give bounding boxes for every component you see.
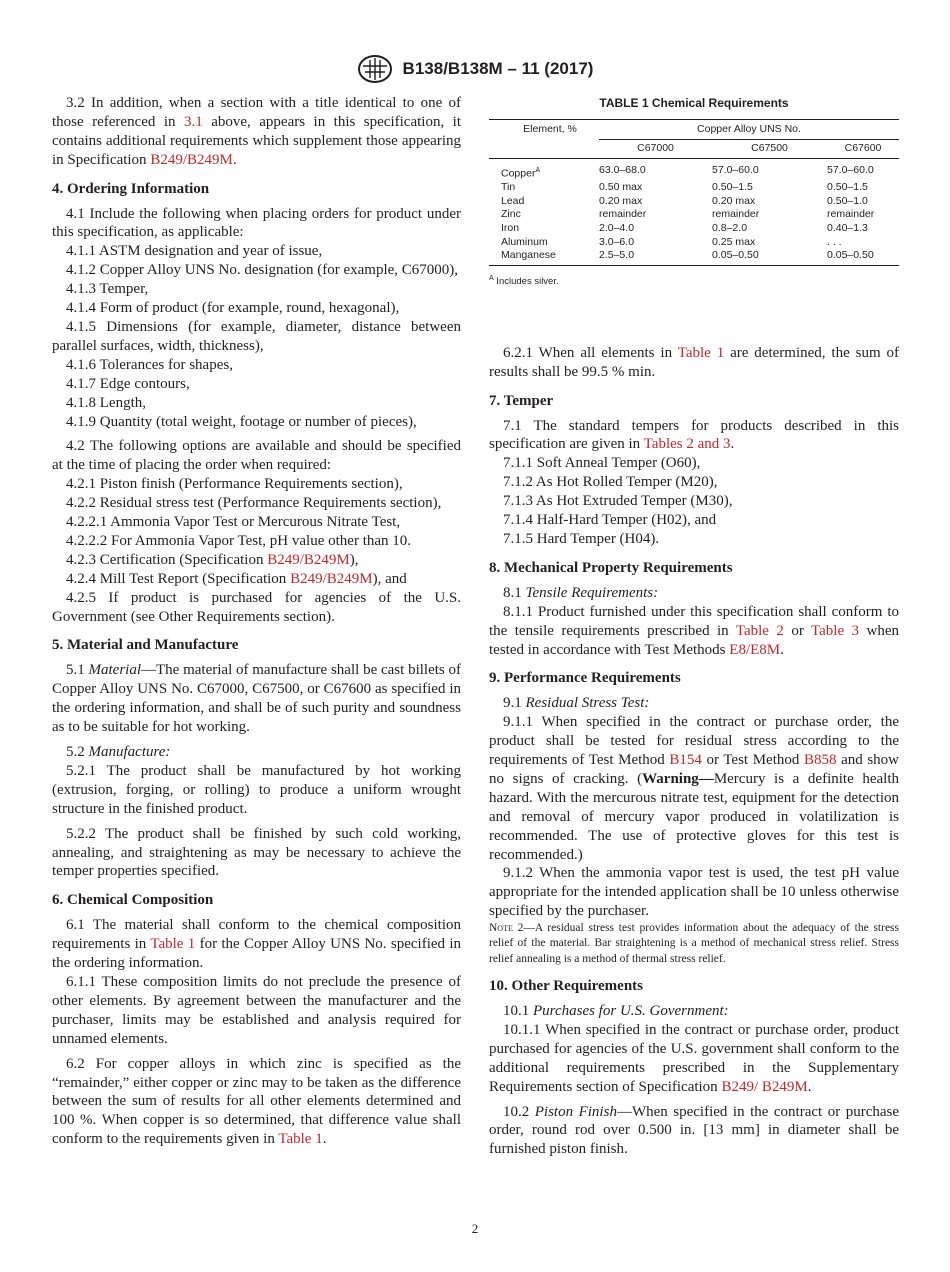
table-cell: remainder bbox=[712, 208, 760, 221]
table-cell: 2.0–4.0 bbox=[599, 221, 635, 234]
element-name: Zinc bbox=[501, 208, 521, 221]
chemical-requirements-table bbox=[489, 119, 899, 266]
ref-link-b858[interactable]: B858 bbox=[803, 752, 837, 769]
footnote-marker: A bbox=[535, 167, 541, 175]
section-4-1-9: 4.1.9 Quantity (total weight, footage or number of pieces), bbox=[66, 413, 417, 430]
document-designation: B138/B138M – 11 (2017) bbox=[402, 59, 594, 78]
table-cell: 0.40–1.3 bbox=[827, 221, 868, 234]
column-header-alloy: C67600 bbox=[827, 139, 899, 159]
section-7-1-3: 7.1.3 As Hot Extruded Temper (M30), bbox=[503, 493, 733, 510]
section-7-1-5: 7.1.5 Hard Temper (H04). bbox=[503, 530, 660, 547]
section-4-1-7: 4.1.7 Edge contours, bbox=[66, 375, 190, 392]
ref-link-b249[interactable]: B249/B249M bbox=[290, 570, 373, 587]
table-cell: remainder bbox=[599, 208, 647, 221]
table-cell: 0.25 max bbox=[712, 235, 756, 248]
element-name: Copper bbox=[501, 167, 536, 180]
section-5-2-1: 5.2.1 The product shall be manufactured by hot working (extrusion, forging, or rolling) to produce a uniform wrought structure in the finished product. bbox=[52, 762, 461, 817]
column-header-alloy: C67000 bbox=[599, 139, 712, 159]
heading-chemical-composition: 6. Chemical Composition bbox=[52, 892, 214, 909]
heading-temper: 7. Temper bbox=[489, 392, 554, 409]
table-row bbox=[489, 236, 899, 250]
ref-link-b249[interactable]: B249/B249M bbox=[150, 151, 233, 168]
column-header-element: Element, % bbox=[489, 119, 599, 139]
ref-link-table-1[interactable]: Table 1 bbox=[150, 936, 196, 953]
heading-performance-requirements: 9. Performance Requirements bbox=[489, 670, 681, 687]
table-cell: 0.8–2.0 bbox=[712, 221, 748, 234]
section-4-1-2: 4.1.2 Copper Alloy UNS No. designation (for example, C67000), bbox=[66, 262, 459, 279]
section-8-1: 8.1 Tensile Requirements: bbox=[503, 584, 659, 601]
table-cell: 0.50 max bbox=[599, 181, 643, 194]
table-cell: 0.20 max bbox=[599, 194, 643, 207]
section-4-2-1: 4.2.1 Piston finish (Performance Requirements section), bbox=[66, 476, 403, 493]
table-title: TABLE 1 Chemical Requirements bbox=[599, 96, 789, 110]
note-2: Note 2—A residual stress test provides information about the adequacy of the stress relief of the material. Bar straightening is a method of mechanical stress relief. Stress relief annealing is a method of thermal stress relief. bbox=[489, 922, 899, 965]
element-name: Tin bbox=[501, 181, 516, 194]
table-cell: 57.0–60.0 bbox=[712, 159, 827, 182]
astm-logo-icon bbox=[357, 54, 393, 84]
table-cell: 63.0–68.0 bbox=[599, 159, 712, 182]
ref-link-3-1[interactable]: 3.1 bbox=[184, 113, 203, 130]
section-7-1: 7.1 The standard tempers for products described in this specification are given in Tables 2 and 3. bbox=[489, 417, 899, 453]
page-number: 2 bbox=[471, 1221, 479, 1236]
table-cell: 0.50–1.0 bbox=[827, 194, 868, 207]
section-6-1: 6.1 The material shall conform to the chemical composition requirements in Table 1 for the Copper Alloy UNS No. specified in the ordering information. bbox=[52, 917, 461, 972]
section-4-2: 4.2 The following options are available and should be specified at the time of placing the order when required: bbox=[52, 438, 461, 474]
ref-link-b249[interactable]: B249/ B249M bbox=[721, 1078, 808, 1095]
section-4-1-8: 4.1.8 Length, bbox=[66, 394, 146, 411]
footnote-marker: A bbox=[489, 274, 494, 282]
section-10-1: 10.1 Purchases for U.S. Government: bbox=[503, 1002, 729, 1019]
section-4-1-1: 4.1.1 ASTM designation and year of issue, bbox=[66, 243, 323, 260]
heading-material-and-manufacture: 5. Material and Manufacture bbox=[52, 637, 239, 654]
section-5-2: 5.2 Manufacture: bbox=[66, 744, 171, 760]
ref-link-tables-2-3[interactable]: Tables 2 and 3 bbox=[643, 436, 731, 453]
element-name: Manganese bbox=[489, 249, 599, 265]
section-4-2-5: 4.2.5 If product is purchased for agencies of the U.S. Government (see Other Requirements section). bbox=[52, 589, 461, 625]
table-cell: 3.0–6.0 bbox=[599, 235, 635, 248]
table-cell: 0.50–1.5 bbox=[827, 181, 868, 194]
table-cell: 0.50–1.5 bbox=[712, 181, 753, 194]
table-row bbox=[489, 249, 899, 265]
section-10-1-1: 10.1.1 When specified in the contract or purchase order, product purchased for agencies of the U.S. government shall conform to the additional requirements prescribed in the Supplementary Requirements section of Specification B249/ B249M. bbox=[489, 1021, 899, 1095]
heading-mechanical-property-requirements: 8. Mechanical Property Requirements bbox=[489, 559, 733, 576]
column-header-alloy: C67500 bbox=[712, 139, 827, 159]
right-column bbox=[489, 94, 899, 1159]
ref-link-table-1[interactable]: Table 1 bbox=[278, 1131, 323, 1148]
section-9-1: 9.1 Residual Stress Test: bbox=[503, 695, 650, 712]
section-10-2: 10.2 Piston Finish—When specified in the contract or purchase order, round rod over 0.500 in. [13 mm] in diameter shall be furnished piston finish. bbox=[489, 1103, 900, 1158]
column-header-alloy-group: Copper Alloy UNS No. bbox=[599, 119, 899, 139]
section-7-1-1: 7.1.1 Soft Anneal Temper (O60), bbox=[503, 455, 701, 472]
table-cell: 2.5–5.0 bbox=[599, 249, 712, 265]
table-row bbox=[489, 181, 899, 195]
section-7-1-2: 7.1.2 As Hot Rolled Temper (M20), bbox=[503, 474, 718, 491]
section-9-1-1: 9.1.1 When specified in the contract or purchase order, the product shall be tested for residual stress according to the requirements of Test Method B154 or Test Method B858 and show no signs of cracking. (Warning—Mercury is a definite health hazard. With the mercurous nitrate test, equipment for the detection and removal of mercury vapor produced in volatilization is recommended. The use of protective gloves for this test is recommended.) bbox=[489, 714, 900, 863]
table-row bbox=[489, 208, 899, 222]
table-footnote: $^A$ Includes silver. bbox=[489, 274, 559, 287]
ref-link-table-3[interactable]: Table 3 bbox=[811, 622, 860, 639]
table-cell: 0.20 max bbox=[712, 194, 756, 207]
heading-ordering-information: 4. Ordering Information bbox=[52, 180, 210, 197]
section-4-1-4: 4.1.4 Form of product (for example, round, hexagonal), bbox=[66, 300, 400, 317]
table-cell: . . . bbox=[827, 235, 842, 248]
element-name: Aluminum bbox=[501, 235, 548, 248]
section-8-1-1: 8.1.1 Product furnished under this specification shall conform to the tensile requirements prescribed in Table 2 or Table 3 when tested in accordance with Test Methods E8/E8M. bbox=[489, 603, 899, 658]
section-4-2-2-2: 4.2.2.2 For Ammonia Vapor Test, pH value other than 10. bbox=[66, 532, 412, 549]
table-cell: remainder bbox=[827, 208, 875, 221]
section-3-2: 3.2 In addition, when a section with a title identical to one of those referenced in 3.1 above, appears in this specification, it contains additional requirements which supplement those appearing in Specification B249/B249M. bbox=[52, 95, 461, 168]
table-row bbox=[489, 222, 899, 236]
section-6-2: 6.2 For copper alloys in which zinc is specified as the “remainder,” either copper or zinc may to be taken as the difference between the sum of results for all other elements determined and 100 %. When copper is so determined, that difference value shall conform to the requirements given in Table 1. bbox=[52, 1055, 461, 1148]
section-9-1-2: 9.1.2 When the ammonia vapor test is used, the test pH value appropriate for the intended application shall be 10 unless otherwise specified by the purchaser. bbox=[489, 865, 899, 920]
table-row bbox=[489, 195, 899, 209]
warning-label: Warning— bbox=[642, 770, 714, 787]
section-4-1-3: 4.1.3 Temper, bbox=[66, 281, 149, 298]
section-5-2-2: 5.2.2 The product shall be finished by such cold working, annealing, and straightening as may be necessary to achieve the temper properties specified. bbox=[52, 825, 461, 880]
section-4-1-5: 4.1.5 Dimensions (for example, diameter, distance between parallel surfaces, width, thickness), bbox=[52, 318, 461, 354]
ref-link-table-2[interactable]: Table 2 bbox=[735, 622, 784, 639]
page-header bbox=[0, 54, 950, 84]
ref-link-b249[interactable]: B249/B249M bbox=[267, 551, 350, 568]
table-cell: 0.05–0.50 bbox=[712, 249, 827, 265]
ref-link-b154[interactable]: B154 bbox=[669, 752, 702, 769]
section-4-2-2-1: 4.2.2.1 Ammonia Vapor Test or Mercurous Nitrate Test, bbox=[66, 514, 401, 531]
left-column bbox=[52, 94, 461, 1149]
section-4-2-4: 4.2.4 Mill Test Report (Specification B249/B249M), and bbox=[66, 570, 407, 587]
heading-other-requirements: 10. Other Requirements bbox=[489, 978, 644, 995]
section-4-1-6: 4.1.6 Tolerances for shapes, bbox=[66, 356, 233, 373]
ref-link-table-1[interactable]: Table 1 bbox=[677, 344, 725, 361]
table-1-chemical-requirements bbox=[489, 94, 899, 292]
section-4-1: 4.1 Include the following when placing orders for product under this specification, as applicable: bbox=[52, 205, 461, 241]
table-cell: 0.05–0.50 bbox=[827, 249, 899, 265]
section-5-1: 5.1 Material—The material of manufacture shall be cast billets of Copper Alloy UNS No. C67000, C67500, or C67600 as specified in the ordering information, and shall be of such purity and soundness as to be suitable for hot working. bbox=[52, 662, 461, 736]
section-4-2-2: 4.2.2 Residual stress test (Performance Requirements section), bbox=[66, 495, 442, 512]
note-label: Note 2 bbox=[489, 922, 524, 935]
section-7-1-4: 7.1.4 Half-Hard Temper (H02), and bbox=[503, 512, 717, 529]
table-row bbox=[489, 159, 899, 182]
section-6-2-1: 6.2.1 When all elements in Table 1 are determined, the sum of results shall be 99.5 % min. bbox=[489, 344, 900, 380]
section-6-1-1: 6.1.1 These composition limits do not preclude the presence of other elements. By agreement between the manufacturer and the purchaser, limits may be established and analysis required for unnamed elements. bbox=[52, 973, 461, 1047]
element-name: Lead bbox=[501, 194, 525, 207]
section-4-2-3: 4.2.3 Certification (Specification B249/B249M), bbox=[66, 551, 359, 568]
element-name: Iron bbox=[501, 221, 520, 234]
ref-link-e8[interactable]: E8/E8M bbox=[729, 641, 781, 658]
table-cell: 57.0–60.0 bbox=[827, 159, 899, 182]
